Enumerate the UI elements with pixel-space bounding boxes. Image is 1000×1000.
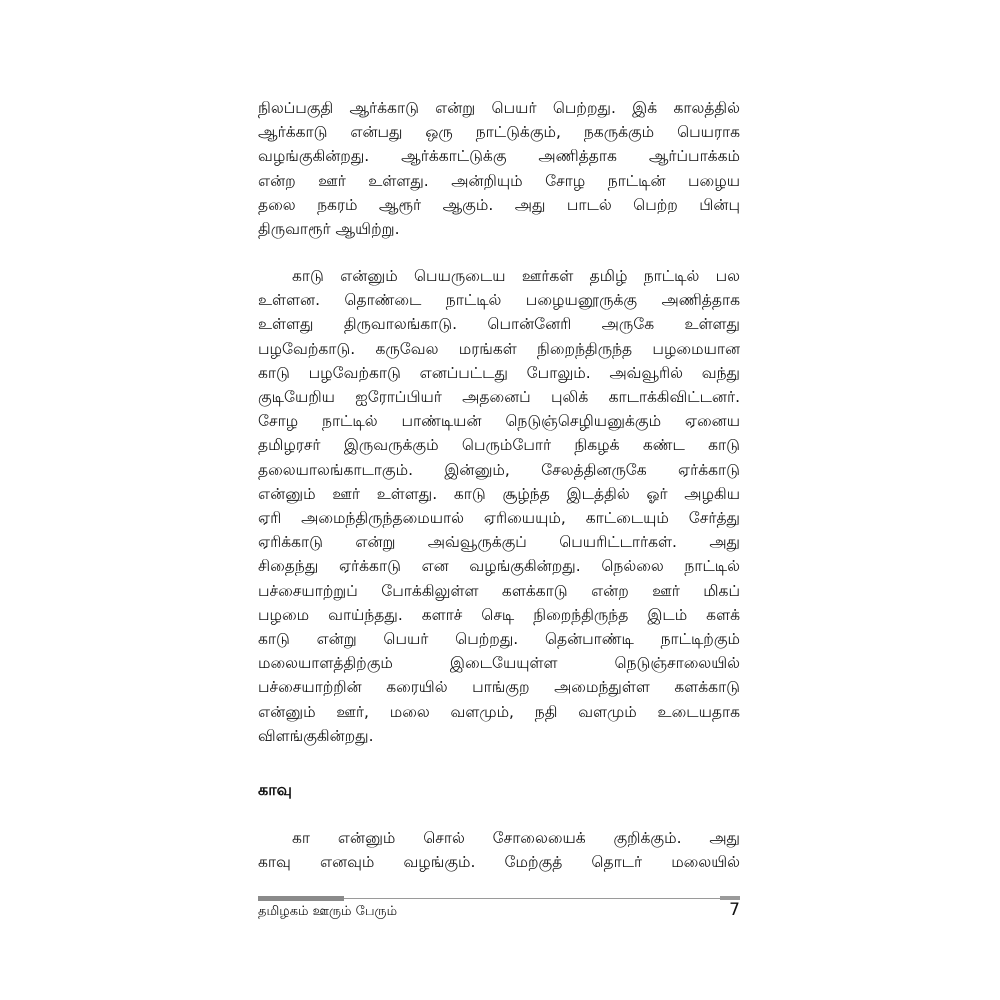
text-line: என்னும் ஊர், மலை வளமும், நதி வளமும் உடையதாக <box>258 702 740 721</box>
text-line: சிதைந்து ஏர்க்காடு என வழங்குகின்றது. நெல்லை நாட்டில் <box>258 557 740 576</box>
text-line: ஏரிக்காடு என்று அவ்வூருக்குப் பெயரிட்டார்கள். அது <box>258 533 740 552</box>
text-line: சோழ நாட்டில் பாண்டியன் நெடுஞ்செழியனுக்கும் ஏனைய <box>258 412 740 431</box>
text-line: என்னும் ஊர் உள்ளது. காடு சூழ்ந்த இடத்தில் ஓர் அழகிய <box>258 484 740 503</box>
text-line: ஆர்க்காடு என்பது ஒரு நாட்டுக்கும், நகருக்கும் பெயராக <box>258 123 740 142</box>
text-line: காவு எனவும் வழங்கும். மேற்குத் தொடர் மலையில் <box>258 853 740 872</box>
paragraph-3 <box>258 826 740 874</box>
text-line: தலையாலங்காடாகும். இன்னும், சேலத்தினருகே ஏர்க்காடு <box>258 460 740 479</box>
text-line: காடு என்று பெயர் பெற்றது. தென்பாண்டி நாட்டிற்கும் <box>258 630 740 649</box>
text-line: பச்சையாற்றுப் போக்கிலுள்ள களக்காடு என்ற ஊர் மிகப் <box>258 581 740 600</box>
paragraph-1 <box>258 96 740 241</box>
paragraph-2 <box>258 264 740 748</box>
text-line: குடியேறிய ஐரோப்பியர் அதனைப் புலிக் காடாக்கிவிட்டனர். <box>258 388 740 407</box>
section-heading: காவு <box>258 780 292 799</box>
text-line: பழவேற்காடு. கருவேல மரங்கள் நிறைந்திருந்த பழமையான <box>258 339 740 358</box>
text-line: கா என்னும் சொல் சோலையைக் குறிக்கும். அது <box>292 829 740 847</box>
text-line: வழங்குகின்றது. ஆர்க்காட்டுக்கு அணித்தாக ஆர்ப்பாக்கம் <box>258 147 740 166</box>
text-line: பச்சையாற்றின் கரையில் பாங்குற அமைந்துள்ள களக்காடு <box>258 678 740 697</box>
text-line: உள்ளது திருவாலங்காடு. பொன்னேரி அருகே உள்ளது <box>258 315 740 334</box>
text-line: என்ற ஊர் உள்ளது. அன்றியும் சோழ நாட்டின் பழைய <box>258 171 740 190</box>
text-line: உள்ளன. தொண்டை நாட்டில் பழையனூருக்கு அணித்தாக <box>258 291 740 310</box>
footer-rule-thin <box>344 898 740 899</box>
text-line: ஏரி அமைந்திருந்தமையால் ஏரியையும், காட்டையும் சேர்த்து <box>258 509 740 528</box>
footer-rule-thick <box>258 896 344 901</box>
text-line: நிலப்பகுதி ஆர்க்காடு என்று பெயர் பெற்றது. இக் காலத்தில் <box>258 99 740 117</box>
text-line: காடு என்னும் பெயருடைய ஊர்கள் தமிழ் நாட்டில் பல <box>292 267 740 285</box>
text-line: திருவாரூர் ஆயிற்று. <box>258 220 400 239</box>
footer-rule <box>258 896 740 902</box>
text-line: பழமை வாய்ந்தது. களாச் செடி நிறைந்திருந்த இடம் களக் <box>258 605 740 624</box>
text-line: தலை நகரம் ஆரூர் ஆகும். அது பாடல் பெற்ற பின்பு <box>258 195 740 214</box>
text-line: மலையாளத்திற்கும் இடையேயுள்ள நெடுஞ்சாலையில் <box>258 654 740 673</box>
footer-book-title: தமிழகம் ஊரும் பேரும் <box>258 904 398 919</box>
text-line: தமிழரசர் இருவருக்கும் பெரும்போர் நிகழக் கண்ட காடு <box>258 436 740 455</box>
text-line: விளங்குகின்றது. <box>258 726 374 745</box>
text-line: காடு பழவேற்காடு எனப்பட்டது போலும். அவ்வூரில் வந்து <box>258 363 740 382</box>
page-number: 7 <box>729 900 740 920</box>
